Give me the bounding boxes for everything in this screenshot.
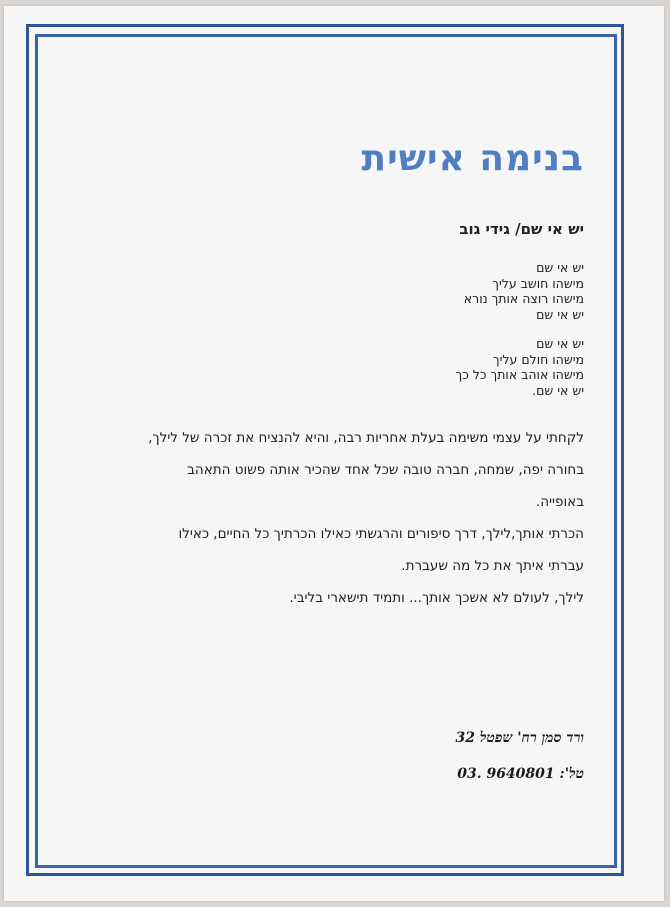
signature-address: ורד סמן רח' שפטל 32 xyxy=(455,730,584,746)
poem-heading: יש אי שם/ גידי גוב xyxy=(459,220,584,238)
poem xyxy=(456,260,585,412)
paragraph: בחורה יפה, שמחה, חברה טובה שכל אחד שהכיר אותה פשוט התאהב xyxy=(187,462,584,478)
poem-line: מישהו חולם עליך xyxy=(492,351,584,367)
poem-line: יש אי שם xyxy=(536,336,584,351)
document-content xyxy=(60,0,584,900)
dedication-text xyxy=(60,430,584,622)
paragraph: באופייה. xyxy=(535,494,584,510)
poem-line: מישהו אוהב אותך כל כך xyxy=(455,367,584,382)
poem-line: מישהו רוצה אותך נורא xyxy=(463,291,584,306)
poem-line: מישהו חושב עליך xyxy=(492,275,584,291)
signature-phone: טל': 9640801 .03 xyxy=(457,766,584,782)
paragraph: לילך, לעולם לא אשכך אותך... ותמיד תישארי בליבי. xyxy=(289,590,584,606)
paragraph: הכרתי אותך,לילך, דרך סיפורים והרגשתי כאילו הכרתיך כל החיים, כאילו xyxy=(178,526,584,542)
paragraph: עברתי איתך את כל מה שעברת. xyxy=(401,558,584,574)
page-title: בנימה אישית xyxy=(361,138,584,179)
poem-stanza xyxy=(456,260,585,322)
poem-line: יש אי שם xyxy=(536,260,584,275)
poem-line: יש אי שם. xyxy=(532,382,584,398)
poem-line: יש אי שם xyxy=(536,306,584,322)
paragraph: לקחתי על עצמי משימה בעלת אחריות רבה, והיא להנציח את זכרה של לילך, xyxy=(148,430,584,446)
poem-stanza xyxy=(456,336,585,398)
